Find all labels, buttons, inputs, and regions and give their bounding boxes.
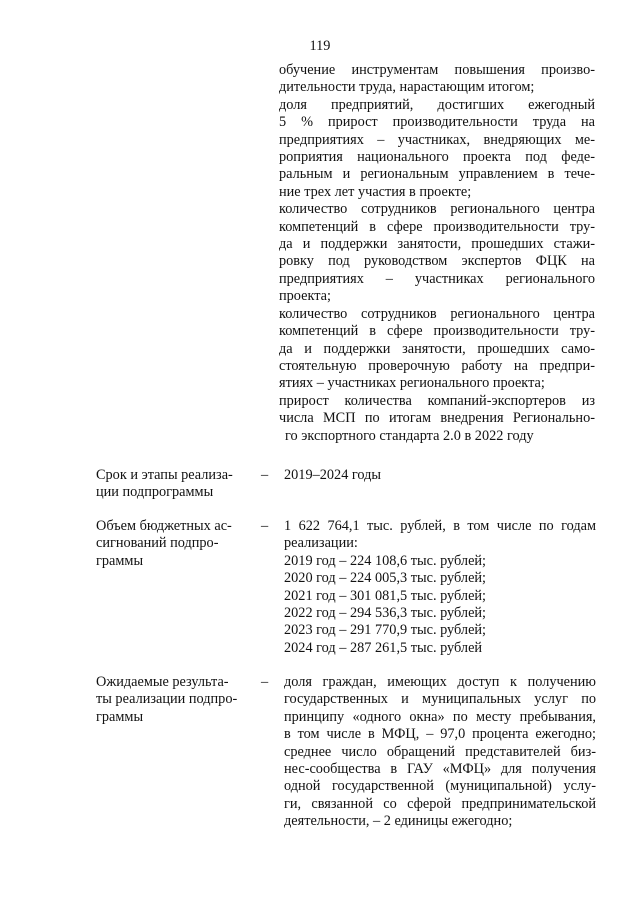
value-line: среднее число обращений представителей биз- [284,743,596,760]
value-line: доля граждан, имеющих доступ к получению [284,674,596,690]
value-line: деятельности, – 2 единицы ежегодно; [284,813,513,830]
text-line: го экспортного стандарта 2.0 в 2022 году [285,427,534,444]
value-line: 1 622 764,1 тыс. рублей, в том числе по годам [284,518,596,534]
label-line: граммы [96,708,144,725]
text-line: ровку под руководством экспертов ФЦК на [279,253,595,270]
text-line: да и поддержки занятости, прошедших само- [279,340,595,357]
value-line: 2021 год – 301 081,5 тыс. рублей; [284,587,487,604]
value-line: реализации: [284,535,358,552]
value-line: 2019–2024 годы [284,467,382,483]
value-line: принципу «одного окна» по месту пребывания, [284,708,596,725]
text-line: числа МСП по итогам внедрения Регионально- [279,410,595,427]
value-line: 2019 год – 224 108,6 тыс. рублей; [284,552,487,569]
value-line: нес-сообщества в ГАУ «МФЦ» для получения [284,761,596,778]
value-line: в том числе в МФЦ, – 97,0 процента ежегодно; [284,726,596,743]
text-line: доля предприятий, достигших ежегодный [279,96,595,113]
value-line: 2024 год – 287 261,5 тыс. рублей [284,639,483,656]
dash-separator: – [261,674,269,690]
value-line: 2023 год – 291 770,9 тыс. рублей; [284,622,487,639]
value-line: государственных и муниципальных услуг по [284,691,596,708]
text-line: обучение инструментам повышения произво- [279,62,595,78]
text-line: количество сотрудников регионального центра [279,305,595,322]
text-line: ральным и региональным управлением в тече- [279,166,595,183]
text-line: компетенций в сфере производительности тру- [279,323,595,340]
label-line: граммы [96,552,144,569]
label-line: Ожидаемые результа- [96,674,229,690]
row-label [96,518,256,570]
row-label [96,674,256,726]
continuation-text [279,62,595,445]
row-value [284,674,596,831]
text-line: ятиях – участниках регионального проекта; [279,375,545,392]
text-line: дительности труда, нарастающим итогом; [279,79,535,96]
text-line: предприятиях – участниках, внедряющих ме- [279,131,595,148]
text-line: 5 % прирост производительности труда на [279,114,595,131]
label-line: ты реализации подпро- [96,691,238,708]
text-line: предприятиях – участниках регионального [279,270,595,287]
text-line: проекта; [279,288,331,305]
text-line: прирост количества компаний-экспортеров из [279,392,595,409]
row-value [284,518,596,657]
page-number: 119 [309,38,331,54]
text-line: роприятия национального проекта под феде- [279,149,595,166]
text-line: да и поддержки занятости, прошедших стажи- [279,236,595,253]
label-line: Срок и этапы реализа- [96,467,233,483]
text-line: ние трех лет участия в проекте; [279,183,472,200]
text-line: стоятельную проверочную работу на предпри- [279,357,595,374]
text-line: компетенций в сфере производительности тру- [279,218,595,235]
value-line: 2022 год – 294 536,3 тыс. рублей; [284,605,487,622]
value-line: 2020 год – 224 005,3 тыс. рублей; [284,570,487,587]
label-line: ции подпрограммы [96,484,214,501]
value-line: одной государственной (муниципальной) услу- [284,778,596,795]
label-line: сигнований подпро- [96,535,219,552]
dash-separator: – [261,467,269,483]
row-value [284,467,596,484]
row-label [96,467,256,502]
label-line: Объем бюджетных ас- [96,518,232,534]
text-line: количество сотрудников регионального центра [279,201,595,218]
dash-separator: – [261,518,269,534]
value-line: ги, связанной со сферой предпринимательской [284,795,596,812]
